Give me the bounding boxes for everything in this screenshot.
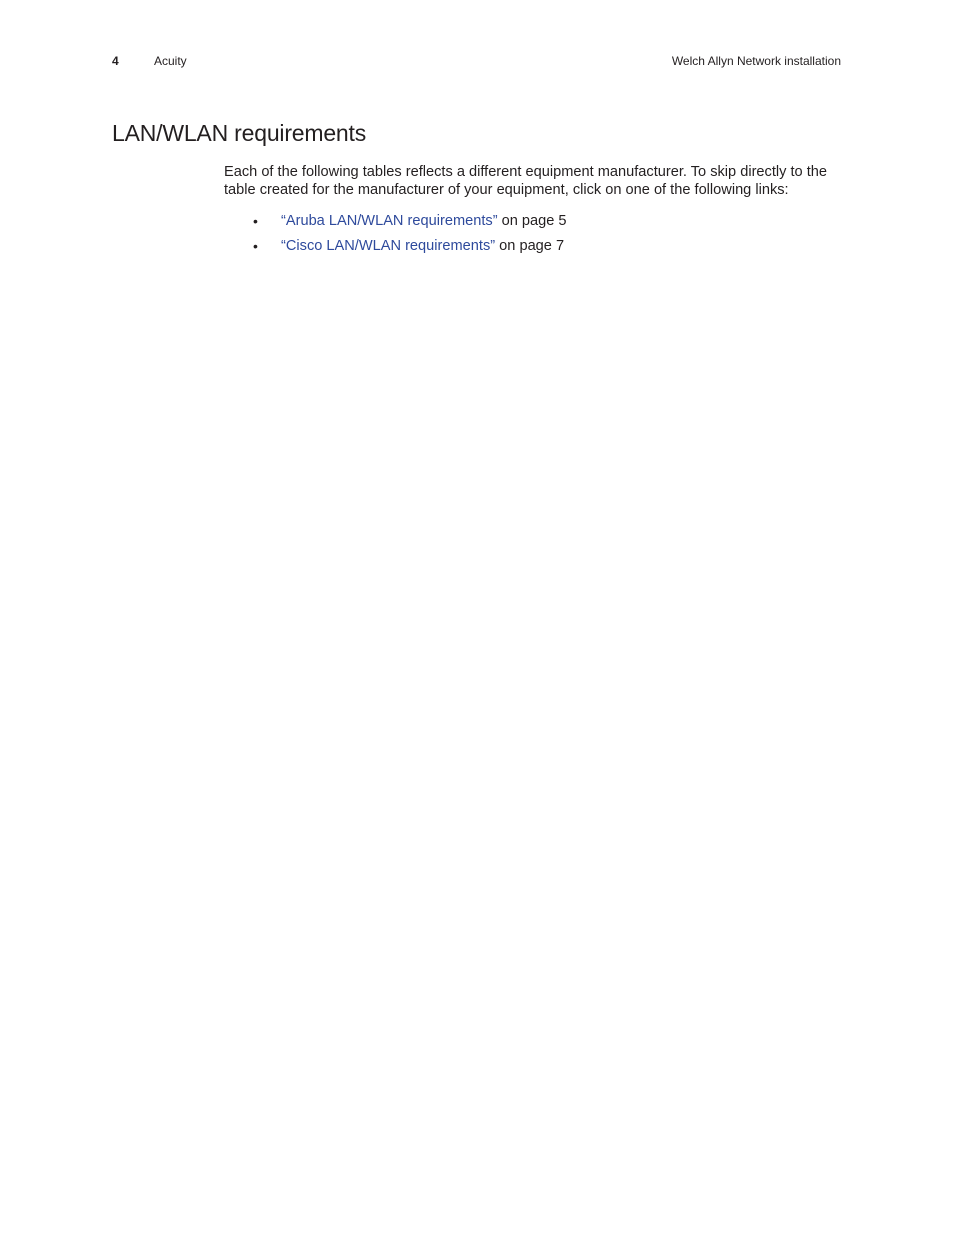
bullet-icon: • bbox=[253, 212, 258, 229]
aruba-requirements-link[interactable]: “Aruba LAN/WLAN requirements” bbox=[281, 212, 498, 229]
section-name: Welch Allyn Network installation bbox=[671, 54, 841, 68]
document-name: Acuity bbox=[154, 54, 187, 68]
cisco-requirements-link[interactable]: “Cisco LAN/WLAN requirements” bbox=[281, 237, 496, 254]
list-item-cisco bbox=[224, 237, 844, 262]
link-list bbox=[224, 212, 844, 262]
list-item-aruba bbox=[224, 212, 844, 237]
page-header bbox=[112, 52, 841, 70]
bullet-icon: • bbox=[253, 237, 258, 254]
page-number: 4 bbox=[112, 54, 119, 68]
intro-paragraph: Each of the following tables reflects a different equipment manufacturer. To skip directly to the table created for the manufacturer of your equipment, click on one of the following links: bbox=[224, 164, 828, 199]
page-reference: on page 7 bbox=[495, 237, 565, 254]
section-body bbox=[224, 163, 844, 262]
page-reference: on page 5 bbox=[497, 212, 567, 229]
section-title: LAN/WLAN requirements bbox=[112, 120, 366, 146]
